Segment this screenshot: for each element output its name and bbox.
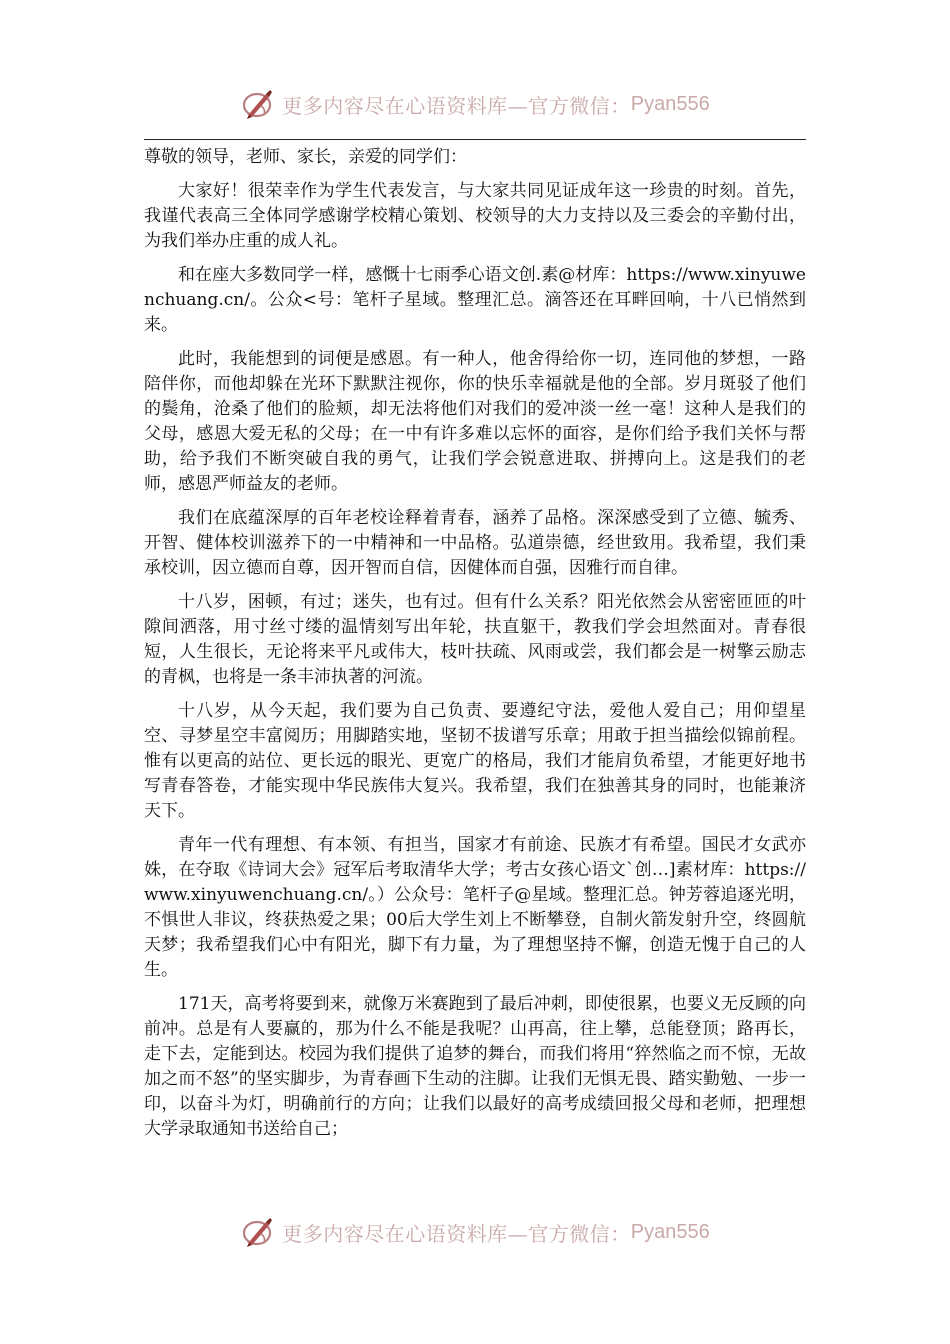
footer-banner-text: 更多内容尽在心语资料库—官方微信： [282, 1221, 631, 1246]
salutation: 尊敬的领导，老师、家长，亲爱的同学们： [144, 147, 467, 167]
pen-and-mouse-logo-icon [240, 86, 276, 122]
header-wechat-id: Pyan556 [630, 92, 710, 115]
pen-and-mouse-logo-icon [240, 1214, 276, 1250]
header-divider [144, 139, 806, 140]
paragraph: 十八岁，从今天起，我们要为自己负责、要遵纪守法，爱他人爱自己；用仰望星空、寻梦星空丰富阅历；用脚踏实地，坚韧不拔谱写乐章；用敢于担当描绘似锦前程。惟有以更高的站位、更长远的眼光、更宽广的格局，我们才能肩负希望，才能更好地书写青春答卷，才能实现中华民族伟大复兴。我希望，我们在独善其身的同时，也能兼济天下。 [144, 701, 806, 821]
header-banner-text: 更多内容尽在心语资料库—官方微信： [282, 93, 631, 118]
paragraph: 此时，我能想到的词便是感恩。有一种人，他舍得给你一切，连同他的梦想，一路陪伴你，而他却躲在光环下默默注视你，你的快乐幸福就是他的全部。岁月斑驳了他们的鬓角，沧桑了他们的脸颊，却无法将他们对我们的爱冲淡一丝一毫！这种人是我们的父母，感恩大爱无私的父母；在一中有许多难以忘怀的面容，是你们给予我们关怀与帮助，给予我们不断突破自我的勇气，让我们学会锐意进取、拼搏向上。这是我们的老师，感恩严师益友的老师。 [144, 349, 806, 494]
footer-banner [0, 1210, 950, 1254]
paragraph: 十八岁，困顿，有过；迷失，也有过。但有什么关系？阳光依然会从密密匝匝的叶隙间洒落，用寸丝寸缕的温情刻写出年轮，扶直躯干，教我们学会坦然面对。青春很短，人生很长，无论将来平凡或伟大，枝叶扶疏、风雨或尝，我们都会是一树擎云励志的青枫，也将是一条丰沛执著的河流。 [144, 592, 806, 687]
header-banner [0, 82, 950, 126]
paragraph: 青年一代有理想、有本领、有担当，国家才有前途、民族才有希望。国民才女武亦姝，在夺取《诗词大会》冠军后考取清华大学；考古女孩心语文`创…]素材库：https://www.xinyuwenchuang.cn/。）公众号：笔杆子@星域。整理汇总。钟芳蓉追逐光明，不惧世人非议，终获热爱之果；00后大学生刘上不断攀登，自制火箭发射升空，终圆航天梦；我希望我们心中有阳光，脚下有力量，为了理想坚持不懈，创造无愧于自己的人生。 [144, 835, 806, 980]
paragraph: 和在座大多数同学一样，感慨十七雨季心语文创.素@材库：https://www.xinyuwenchuang.cn/。公众<号：笔杆子星域。整理汇总。滴答还在耳畔回响，十八已悄然到来。 [144, 265, 806, 335]
footer-wechat-id: Pyan556 [630, 1220, 710, 1243]
document-body [144, 145, 806, 1151]
paragraph: 171天，高考将要到来，就像万米赛跑到了最后冲刺，即使很累，也要义无反顾的向前冲。总是有人要赢的，那为什么不能是我呢？山再高，往上攀，总能登顶；路再长，走下去，定能到达。校园为我们提供了追梦的舞台，而我们将用“猝然临之而不惊，无故加之而不怒”的坚实脚步，为青春画下生动的注脚。让我们无惧无畏、踏实勤勉、一步一印，以奋斗为灯，明确前行的方向；让我们以最好的高考成绩回报父母和老师，把理想大学录取通知书送给自己； [144, 994, 806, 1139]
paragraph: 大家好！很荣幸作为学生代表发言，与大家共同见证成年这一珍贵的时刻。首先，我谨代表高三全体同学感谢学校精心策划、校领导的大力支持以及三委会的辛勤付出，为我们举办庄重的成人礼。 [144, 181, 806, 251]
paragraph: 我们在底蕴深厚的百年老校诠释着青春，涵养了品格。深深感受到了立德、毓秀、开智、健体校训滋养下的一中精神和一中品格。弘道崇德，经世致用。我希望，我们秉承校训，因立德而自尊，因开智而自信，因健体而自强，因雅行而自律。 [144, 508, 806, 578]
